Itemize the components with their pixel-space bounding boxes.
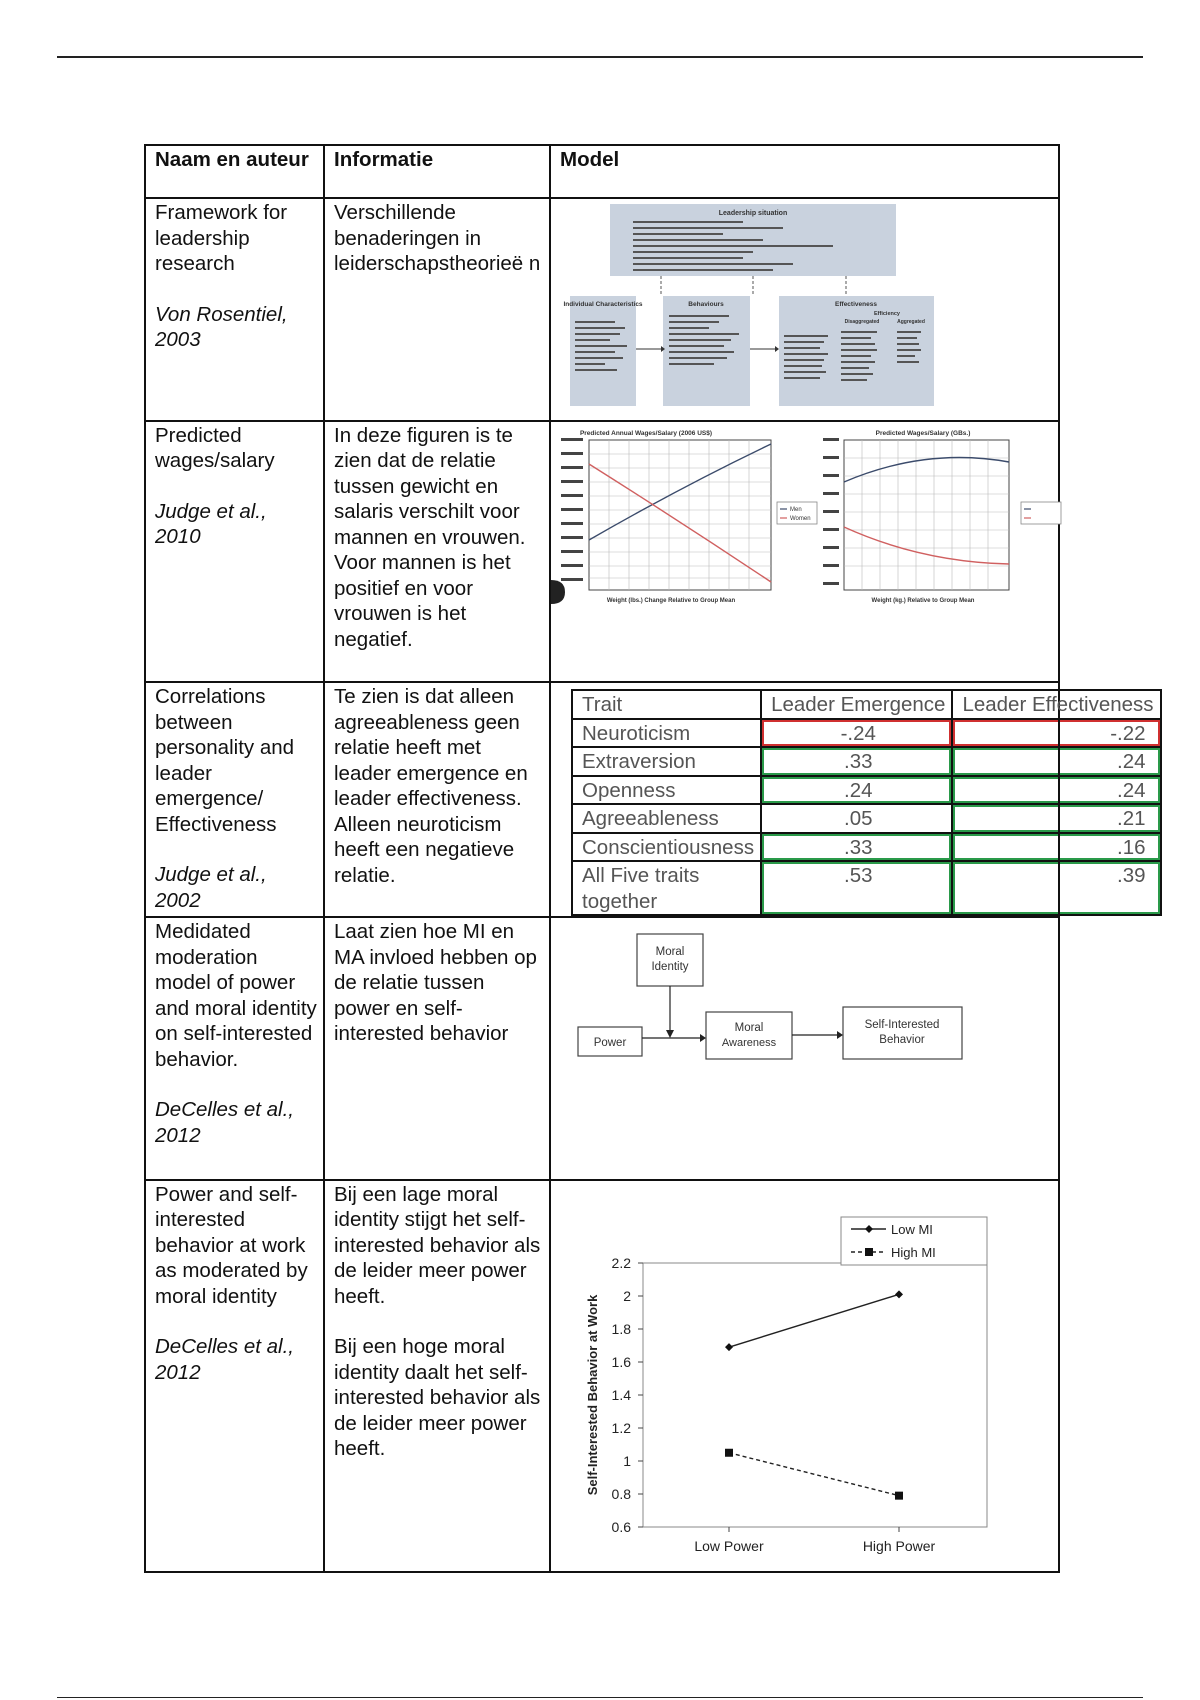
table-row (145, 198, 1059, 421)
trait-name: Neuroticism (572, 719, 761, 748)
row-name: Power and self-interested behavior at work as moderated by moral identity (155, 1182, 308, 1308)
legend-label: High MI (891, 1244, 936, 1260)
y-tick-label: 1 (623, 1452, 631, 1469)
x-tick-label: High Power (862, 1537, 936, 1554)
info-paragraph-2: Bij een hoge moral identity daalt het self-interested behavior als de leider meer power heeft. (334, 1335, 541, 1460)
table-row (145, 682, 1059, 917)
model-cell (550, 1180, 1059, 1573)
trait-header: Trait (572, 690, 761, 719)
info-cell: In deze figuren is te zien dat de relatie tussen gewicht en salaris verschilt voor mannen en vrouwen. Voor mannen is het positief en voor vrouwen is het negatief. (324, 421, 550, 683)
header-row (145, 145, 1059, 198)
emergence-value: .33 (761, 747, 952, 776)
row-name: Medidated moderation model of power and moral identity on self-interested behavior. (155, 920, 317, 1071)
trait-row (572, 719, 1161, 748)
name-cell (145, 421, 324, 683)
aggregated-label: Aggregated (897, 319, 925, 325)
effectiveness-header: Leader Effectiveness (952, 690, 1160, 719)
moral-awareness-line1: Moral (734, 1022, 764, 1034)
effectiveness-value: .16 (952, 833, 1160, 862)
row-name: Correlations between personality and leader emergence/ Effectiveness (155, 685, 295, 836)
header-model: Model (550, 145, 1059, 198)
left-plot-frame (589, 440, 771, 590)
outcome-line2: Behavior (879, 1034, 925, 1046)
info-paragraph-1: Bij een lage moral identity stijgt het self-interested behavior als de leider meer power heeft. (334, 1182, 541, 1308)
moral-identity-line2: Identity (651, 961, 689, 973)
y-tick-label: 0.8 (611, 1485, 631, 1502)
info-cell (324, 1180, 550, 1573)
predicted-wages-figure (551, 422, 1060, 675)
legend-marker (865, 1248, 873, 1256)
y-tick-label: 0.6 (611, 1518, 631, 1535)
header-name: Naam en auteur (145, 145, 324, 198)
emergence-value: -.24 (761, 719, 952, 748)
trait-header-row (572, 690, 1161, 719)
info-cell: Laat zien hoe MI en MA invloed hebben op de relatie tussen power en self-interested behavior (324, 917, 550, 1180)
y-axis-label: Self-Interested Behavior at Work (585, 1294, 600, 1495)
emergence-value: .33 (761, 833, 952, 862)
y-tick-label: 1.4 (611, 1386, 631, 1403)
power-mi-line-chart (551, 1181, 1060, 1565)
emergence-value: .53 (761, 861, 952, 915)
name-cell (145, 917, 324, 1180)
x-tick-label: Low Power (694, 1537, 764, 1554)
emergence-header: Leader Emergence (761, 690, 952, 719)
left-chart-title: Predicted Annual Wages/Salary (2006 US$) (579, 429, 713, 437)
right-plot-frame (844, 440, 1009, 590)
top-rule (57, 56, 1143, 58)
row-author: Judge et al., 2010 (155, 499, 267, 548)
efficiency-label: Efficiency (874, 311, 900, 317)
row-name: Predicted wages/salary (155, 423, 275, 472)
effectiveness-value: .21 (952, 804, 1160, 833)
trait-name: All Five traits together (572, 861, 761, 915)
row-name: Framework for leadership research (155, 201, 288, 275)
trait-row (572, 747, 1161, 776)
trait-row (572, 804, 1161, 833)
data-point (895, 1491, 903, 1499)
plot-area (643, 1263, 987, 1527)
data-point (725, 1448, 733, 1456)
right-x-label: Weight (kg.) Relative to Group Mean (871, 597, 975, 604)
page-mark (551, 580, 565, 604)
model-cell (550, 682, 1154, 917)
moral-identity-box (637, 934, 703, 986)
model-cell (550, 421, 1059, 683)
row-author: DeCelles et al., 2012 (155, 1335, 295, 1384)
moral-identity-line1: Moral (655, 946, 685, 958)
trait-name: Openness (572, 776, 761, 805)
y-tick-label: 1.6 (611, 1353, 631, 1370)
moral-awareness-line2: Awareness (721, 1037, 777, 1049)
table-row (145, 1180, 1059, 1573)
effectiveness-value: .39 (952, 861, 1160, 915)
legend-label: Low MI (891, 1221, 933, 1237)
trait-name: Conscientiousness (572, 833, 761, 862)
effectiveness-value: -.22 (952, 719, 1160, 748)
right-legend (1021, 502, 1061, 524)
trait-row (572, 776, 1161, 805)
trait-name: Agreeableness (572, 804, 761, 833)
y-tick-label: 1.2 (611, 1419, 631, 1436)
left-x-label: Weight (lbs.) Change Relative to Group Mean (606, 597, 736, 604)
situation-title: Leadership situation (718, 210, 788, 217)
y-tick-label: 2 (623, 1287, 631, 1304)
emergence-value: .05 (761, 804, 952, 833)
trait-row (572, 833, 1161, 862)
leadership-framework-figure (551, 199, 1060, 413)
disaggregated-label: Disaggregated (844, 319, 880, 325)
y-tick-label: 1.8 (611, 1320, 631, 1337)
legend-women: Women (790, 515, 811, 522)
model-cell (550, 917, 1059, 1180)
trait-table (571, 689, 1162, 916)
behaviours-label: Behaviours (688, 301, 724, 308)
header-info: Informatie (324, 145, 550, 198)
effectiveness-value: .24 (952, 747, 1160, 776)
name-cell (145, 682, 324, 917)
individual-label: Individual Characteristics (563, 301, 643, 308)
y-tick-label: 2.2 (611, 1254, 631, 1271)
bottom-rule (57, 1697, 1143, 1698)
model-cell (550, 198, 1059, 421)
name-cell (145, 198, 324, 421)
row-author: Judge et al., 2002 (155, 863, 267, 912)
info-cell: Te zien is dat alleen agreeableness geen relatie heeft met leader emergence en leader effectiveness. Alleen neuroticism heeft een negatieve relatie. (324, 682, 550, 917)
effectiveness-value: .24 (952, 776, 1160, 805)
info-cell: Verschillende benaderingen in leiderschapstheorieë n (324, 198, 550, 421)
outcome-box (843, 1007, 962, 1059)
trait-row (572, 861, 1161, 915)
row-author: DeCelles et al., 2012 (155, 1098, 295, 1147)
legend-men: Men (790, 506, 802, 513)
right-chart-title: Predicted Wages/Salary (GBs.) (875, 429, 971, 437)
mediated-moderation-diagram (551, 918, 1060, 1172)
name-cell (145, 1180, 324, 1573)
moral-awareness-box (706, 1012, 792, 1059)
emergence-value: .24 (761, 776, 952, 805)
power-label: Power (593, 1037, 627, 1049)
table-row (145, 421, 1059, 683)
effectiveness-label: Effectiveness (835, 301, 877, 308)
trait-name: Extraversion (572, 747, 761, 776)
table-row (145, 917, 1059, 1180)
row-author: Von Rosentiel, 2003 (155, 302, 288, 351)
summary-table (144, 144, 1154, 1573)
outcome-line1: Self-Interested (864, 1019, 940, 1031)
